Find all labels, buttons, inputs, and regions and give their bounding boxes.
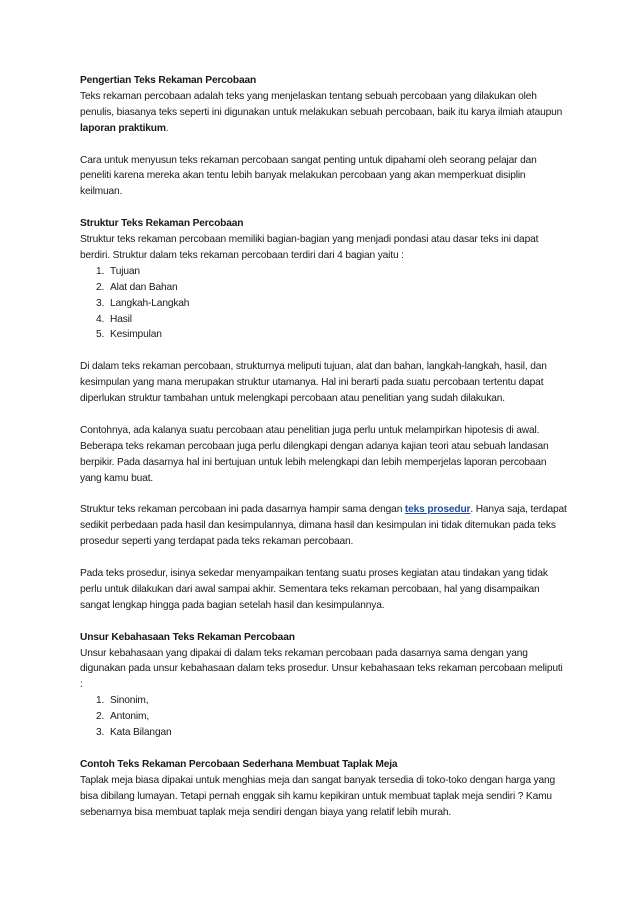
list-number: 4.: [96, 313, 105, 325]
paragraph: [80, 89, 568, 137]
section-heading: Pengertian Teks Rekaman Percobaan: [80, 75, 257, 86]
list-number: 5.: [96, 329, 105, 341]
list-number: 2.: [96, 281, 105, 293]
section-unsur-kebahasaan: [80, 630, 568, 694]
section-contoh: [80, 757, 568, 821]
bold-term: laporan praktikum: [80, 122, 166, 134]
list-item: [96, 264, 568, 280]
paragraph: Cara untuk menyusun teks rekaman percobaan sangat penting untuk dipahami oleh seorang pelajar dan peneliti karena mereka akan tentu lebih banyak melakukan percobaan yang akan memperkuat disiplin keilmuan.: [80, 154, 537, 198]
list-label: Alat dan Bahan: [110, 281, 178, 293]
list-number: 2.: [96, 711, 105, 723]
paragraph: Taplak meja biasa dipakai untuk menghias meja dan sangat banyak tersedia di toko-toko dengan harga yang bisa dibilang lumayan. Tetapi pernah enggak sih kamu kepikiran untuk membuat taplak meja sendiri ? Kamu sebenarnya bisa membuat taplak meja sendiri dengan biaya yang relatif lebih murah.: [80, 774, 556, 818]
paragraph: Unsur kebahasaan yang dipakai di dalam teks rekaman percobaan pada dasarnya sama dengan yang digunakan pada unsur kebahasaan dalam teks prosedur. Unsur kebahasaan teks rekaman percobaan meliputi :: [80, 647, 563, 691]
paragraph: Di dalam teks rekaman percobaan, strukturnya meliputi tujuan, alat dan bahan, langkah-langkah, hasil, dan kesimpulan yang mana merupakan struktur utamanya. Hal ini berarti pada suatu percobaan tertentu dapat diperlukan struktur tambahan untuk melengkapi percobaan atau penelitian yang sudah dilakukan.: [80, 361, 547, 405]
paragraph-text: Teks rekaman percobaan adalah teks yang menjelaskan tentang sebuah percobaan yang dilakukan oleh penulis, biasanya teks seperti ini digunakan untuk melakukan sebuah percobaan, baik itu karya ilmiah ataupun: [80, 90, 563, 118]
list-number: 1.: [96, 695, 105, 707]
paragraph: Contohnya, ada kalanya suatu percobaan atau penelitian juga perlu untuk melampirkan hipotesis di awal. Beberapa teks rekaman percobaan juga perlu dilengkapi dengan adanya kajian teori atau sebuah landasan berpikir. Pada dasarnya hal ini bertujuan untuk lebih melengkapi dan lebih memperjelas laporan percobaan yang kamu buat.: [80, 424, 549, 484]
paragraph: Pada teks prosedur, isinya sekedar menyampaikan tentang suatu proses kegiatan atau tindakan yang tidak perlu untuk dilakukan dari awal sampai akhir. Sementara teks rekaman percobaan, hal yang disampaikan sangat lengkap hingga pada bagian setelah hasil dan kesimpulannya.: [80, 568, 548, 611]
list-number: 3.: [96, 297, 105, 309]
paragraph-text: Struktur teks rekaman percobaan ini pada dasarnya hampir sama dengan: [80, 504, 405, 516]
list-label: Hasil: [110, 313, 132, 325]
list-label: Langkah-Langkah: [110, 297, 190, 309]
list-number: 3.: [96, 727, 105, 739]
list-item: [96, 693, 568, 709]
structure-list: [80, 264, 568, 344]
paragraph-text: . Hanya saja, terdapat sedikit perbedaan pada hasil dan kesimpulannya, dimana hasil dan kesimpulan ini tidak ditemukan pada teks prosedur seperti yang terdapat pada teks rekaman percobaan.: [80, 504, 567, 548]
list-label: Kata Bilangan: [110, 727, 172, 739]
teks-prosedur-link[interactable]: teks prosedur: [404, 504, 471, 516]
section-heading: Contoh Teks Rekaman Percobaan Sederhana Membuat Taplak Meja: [80, 758, 398, 770]
list-item: [96, 312, 568, 328]
section-struktur: [80, 216, 568, 264]
list-label: Tujuan: [110, 265, 140, 277]
list-item: [96, 725, 568, 741]
list-item: [96, 296, 568, 312]
list-label: Sinonim,: [110, 695, 149, 707]
list-item: [96, 709, 568, 725]
paragraph: [80, 502, 568, 550]
section-heading: Struktur Teks Rekaman Percobaan: [80, 218, 244, 230]
list-item: [96, 280, 568, 296]
section-heading: Unsur Kebahasaan Teks Rekaman Percobaan: [80, 631, 295, 643]
paragraph-end: .: [165, 122, 169, 134]
list-label: Antonim,: [110, 711, 150, 723]
language-elements-list: [80, 693, 568, 741]
list-label: Kesimpulan: [110, 329, 162, 341]
list-number: 1.: [96, 265, 105, 277]
paragraph: Struktur teks rekaman percobaan memiliki bagian-bagian yang menjadi pondasi atau dasar teks ini dapat berdiri. Struktur dalam teks rekaman percobaan terdiri dari 4 bagian yaitu :: [80, 234, 539, 261]
section-pengertian: [80, 73, 568, 137]
list-item: [96, 327, 568, 343]
